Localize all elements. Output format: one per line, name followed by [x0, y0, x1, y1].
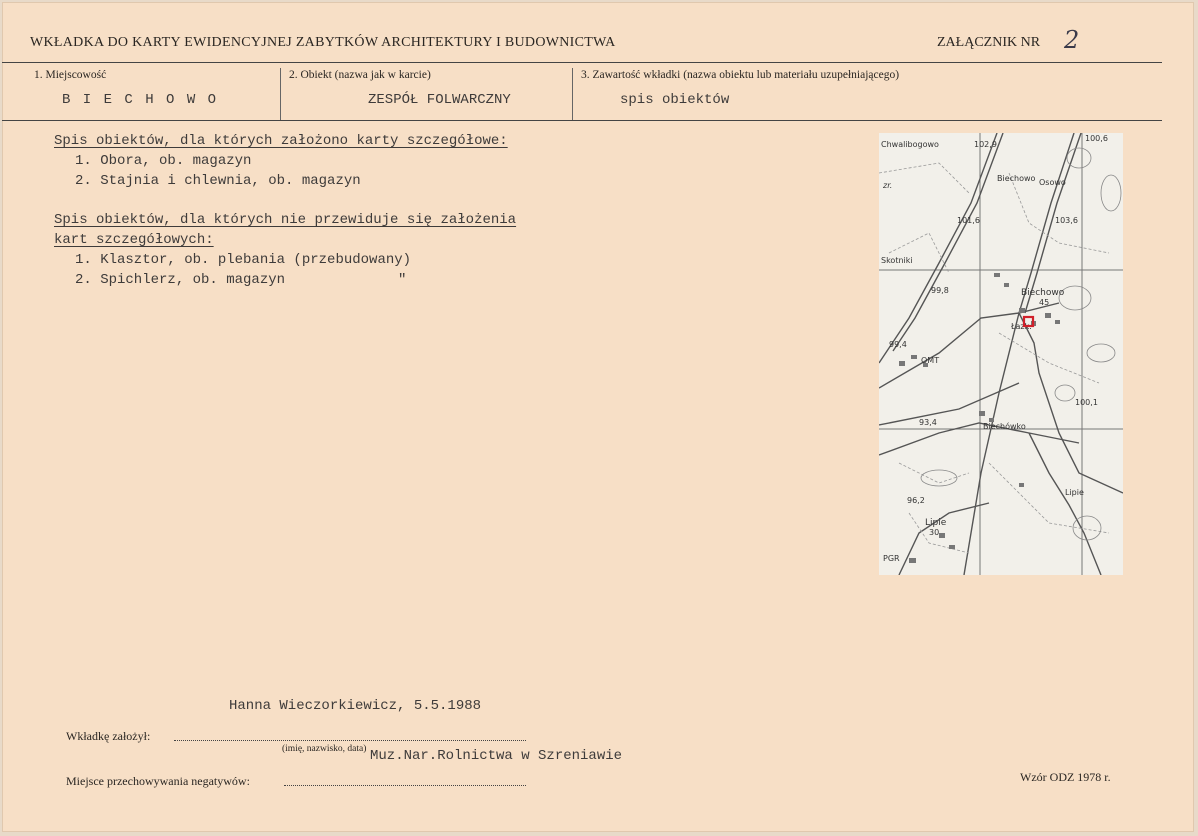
map-label: Biechówko — [983, 422, 1026, 431]
created-by-line — [174, 740, 526, 741]
map-label: 30 — [929, 528, 940, 537]
header-rule-top — [2, 62, 1162, 63]
attachment-number: 2 — [1064, 26, 1080, 54]
map-label: 101,6 — [957, 216, 980, 225]
section2-item: 1. Klasztor, ob. plebania (przebudowany) — [75, 252, 412, 268]
map-label: Lipie — [925, 518, 947, 528]
section2-title-line1: Spis obiektów, dla których nie przewiduje się założenia — [54, 212, 517, 228]
content-value: spis obiektów — [620, 92, 730, 108]
content-label: 3. Zawartość wkładki (nazwa obiektu lub materiału uzupełniającego) — [581, 69, 900, 81]
map-label: 103,6 — [1055, 216, 1078, 225]
map-label: Lipie — [1065, 488, 1084, 497]
created-by-label: Wkładkę założył: — [66, 729, 151, 743]
map-label: 102,9 — [974, 140, 997, 149]
map-label: 100,6 — [1085, 134, 1108, 143]
locality-value: B I E C H O W O — [62, 92, 219, 108]
storage-value: Muz.Nar.Rolnictwa w Szreniawie — [370, 748, 623, 764]
map-label: 100,1 — [1075, 398, 1098, 407]
map-label: OMT — [921, 356, 940, 365]
map-label: Biechowo — [997, 174, 1036, 183]
map-label: 96,2 — [907, 496, 925, 505]
object-value: ZESPÓŁ FOLWARCZNY — [368, 92, 511, 108]
header-rule-bottom — [2, 120, 1162, 121]
section1-title: Spis obiektów, dla których założono karty szczegółowe: — [54, 133, 508, 149]
ditto-mark: " — [398, 272, 407, 288]
column-divider-1 — [280, 68, 281, 120]
map-label: Łazk. — [1011, 322, 1032, 331]
map-label: Biechowo — [1021, 288, 1065, 298]
attachment-label: ZAŁĄCZNIK NR — [937, 35, 1041, 50]
map-label: 45 — [1039, 298, 1050, 307]
form-reference: Wzór ODZ 1978 r. — [1020, 770, 1111, 784]
map-label: PGR — [883, 554, 900, 563]
inventory-card — [2, 2, 1194, 832]
map-label: Osowo — [1039, 178, 1066, 187]
section2-title-line2: kart szczegółowych: — [54, 232, 214, 248]
map-label: Chwalibogowo — [881, 140, 939, 149]
section1-item: 2. Stajnia i chlewnia, ob. magazyn — [75, 173, 361, 189]
signature-line: Hanna Wieczorkiewicz, 5.5.1988 — [229, 698, 482, 714]
section2-item: 2. Spichlerz, ob. magazyn — [75, 272, 286, 288]
object-label: 2. Obiekt (nazwa jak w karcie) — [289, 69, 431, 81]
storage-label: Miejsce przechowywania negatywów: — [66, 774, 250, 788]
map-label: 99,8 — [931, 286, 949, 295]
map-label: 99,4 — [889, 340, 907, 349]
created-by-sublabel: (imię, nazwisko, data) — [282, 744, 367, 754]
card-title: WKŁADKA DO KARTY EWIDENCYJNEJ ZABYTKÓW ARCHITEKTURY I BUDOWNICTWA — [30, 35, 616, 50]
locality-label: 1. Miejscowość — [34, 69, 107, 81]
storage-line — [284, 785, 526, 786]
location-map — [879, 133, 1123, 575]
map-label: zr. — [883, 181, 893, 190]
map-label: 93,4 — [919, 418, 937, 427]
map-label: Skotniki — [881, 256, 913, 265]
column-divider-2 — [572, 68, 573, 120]
section1-item: 1. Obora, ob. magazyn — [75, 153, 252, 169]
